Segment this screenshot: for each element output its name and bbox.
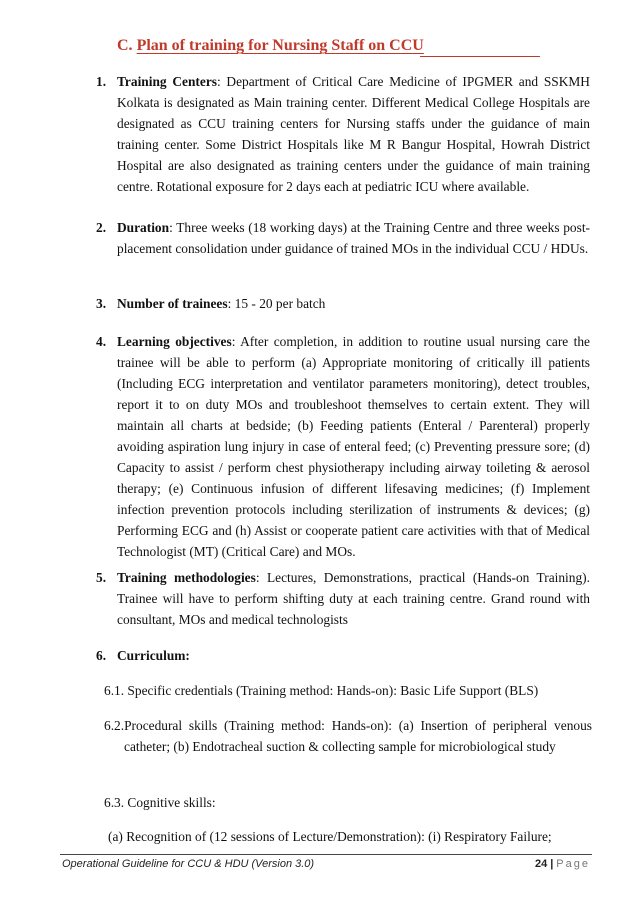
list-item-training-centers xyxy=(96,71,590,197)
item-heading: Number of trainees xyxy=(117,296,228,311)
item-text: : Three weeks (18 working days) at the Training Centre and three weeks post-placement consolidation under guidance of trained MOs in the individual CCU / HDUs. xyxy=(117,220,590,256)
curriculum-text: 6.1. Specific credentials (Training method: Hands-on): Basic Life Support (BLS) xyxy=(104,683,539,698)
section-title xyxy=(117,37,547,55)
footer-document-title: Operational Guideline for CCU & HDU (Version 3.0) xyxy=(62,858,315,870)
footer-separator: | xyxy=(550,858,554,870)
item-number: 5. xyxy=(96,570,107,585)
section-letter: C. xyxy=(117,37,133,54)
curriculum-text: 6.2.Procedural skills (Training method: Hands-on): (a) Insertion of peripheral venous catheter; (b) Endotracheal suction & collecting sample for microbiological study xyxy=(104,718,592,754)
section-title-text: Plan of training for Nursing Staff on CCU xyxy=(136,37,424,54)
list-item-training-methodologies xyxy=(96,567,590,630)
item-number: 2. xyxy=(96,220,107,235)
curriculum-text: 6.3. Cognitive skills: xyxy=(104,795,216,810)
curriculum-text: (a) Recognition of (12 sessions of Lecture/Demonstration): (i) Respiratory Failure; xyxy=(108,829,552,844)
item-text: : After completion, in addition to routine usual nursing care the trainee will be able to perform (a) Appropriate monitoring of critically ill patients (Including ECG interpretation and ventilator parameters monitoring), detect troubles, report it to on duty MOs and troubleshoot themselves to certain extent. They will maintain all charts at bedside; (b) Feeding patients (Enteral / Parenteral) properly avoiding aspiration lung injury in case of enteral feed; (c) Preventing pressure sore; (d) Capacity to assist / perform chest physiotherapy including airway toileting & aerosol therapy; (e) Continuous infusion of different lifesaving medicines; (f) Implement infection prevention protocols including sterilization of instruments & devices; (g) Performing ECG and (h) Assist or cooperate patient care activities with that of Medical Technologist (MT) (Critical Care) and MOs. xyxy=(117,334,590,559)
section-title-underline xyxy=(420,56,540,57)
item-number: 3. xyxy=(96,296,107,311)
item-number: 6. xyxy=(96,648,107,663)
list-item-number-of-trainees xyxy=(96,293,590,314)
curriculum-item-6-2 xyxy=(104,715,592,757)
curriculum-item-6-1 xyxy=(104,680,592,701)
item-text: : Department of Critical Care Medicine of IPGMER and SSKMH Kolkata is designated as Main training center. Different Medical College Hospitals are designated as CCU training centers for Nursing staffs under the guidance of main training center. Some District Hospitals like M R Bangur Hospital, Howrah District Hospital are also designated as training centers under the guidance of main training centre. Rotational exposure for 2 days each at pediatric ICU where available. xyxy=(117,74,590,194)
page-label: Page xyxy=(556,858,590,870)
item-heading: Curriculum: xyxy=(117,648,190,663)
item-heading: Training methodologies xyxy=(117,570,256,585)
footer-page-indicator xyxy=(535,858,590,870)
item-number: 4. xyxy=(96,334,107,349)
item-text: : Lectures, Demonstrations, practical (Hands-on Training). Trainee will have to perform shifting duty at each training centre. Grand round with consultant, MOs and medical technologists xyxy=(117,570,590,627)
page-number: 24 xyxy=(534,858,548,870)
item-text: : 15 - 20 per batch xyxy=(227,296,326,311)
list-item-learning-objectives xyxy=(96,331,590,562)
item-number: 1. xyxy=(96,74,107,89)
item-heading: Learning objectives xyxy=(117,334,232,349)
item-heading: Duration xyxy=(117,220,170,235)
list-item-duration xyxy=(96,217,590,259)
item-heading: Training Centers xyxy=(117,74,217,89)
list-item-curriculum xyxy=(96,645,590,666)
curriculum-item-6-3-a xyxy=(108,826,592,847)
footer-divider xyxy=(60,854,592,855)
curriculum-item-6-3 xyxy=(104,792,592,813)
